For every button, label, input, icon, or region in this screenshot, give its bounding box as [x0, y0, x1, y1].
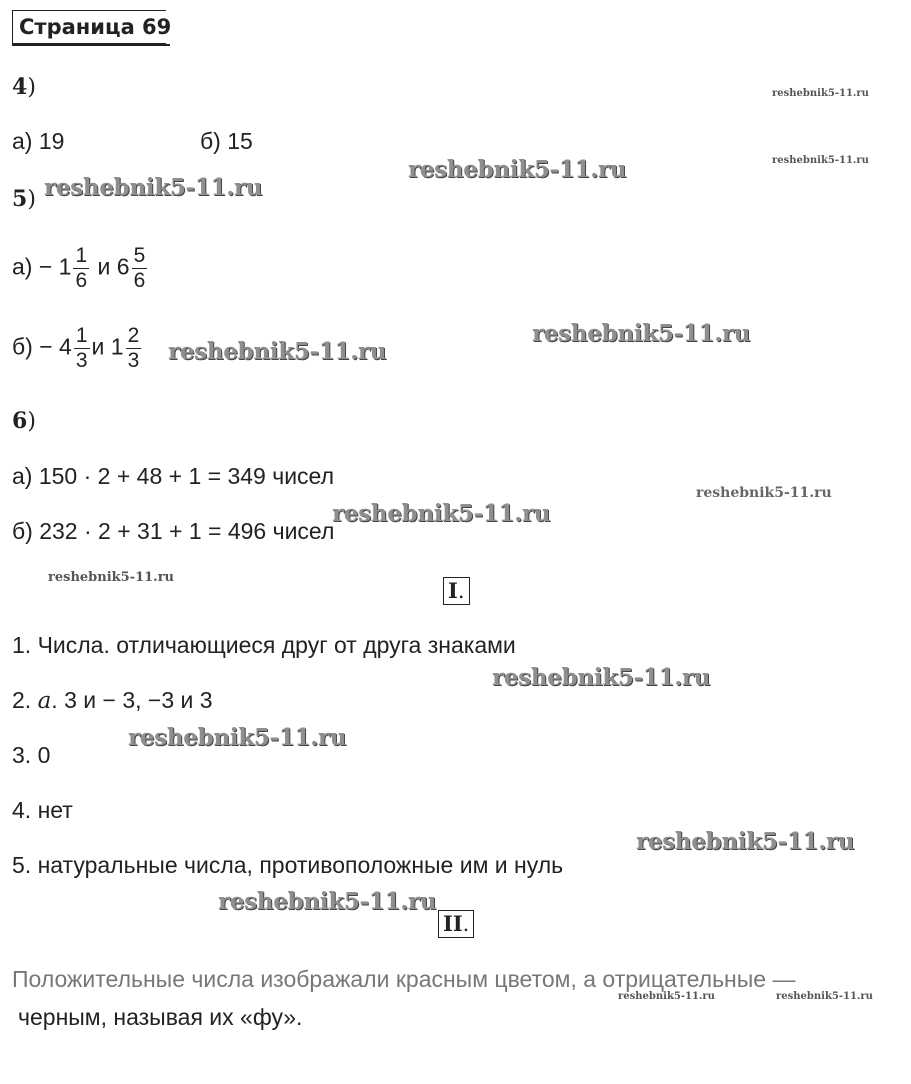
watermark: reshebnik5-11.ru: [44, 174, 263, 201]
watermark: reshebnik5-11.ru: [696, 485, 832, 501]
section-5-answer-b: б) − 4 $\frac{1}{3}$ и 1 $\frac{2}{3}$: [12, 324, 140, 372]
section-6-answer-a: а) 150 · 2 + 48 + 1 = 349 чисел: [12, 463, 334, 489]
fraction: $\frac{2}{3}$: [127, 324, 140, 372]
part-1-item-1: 1. Числа. отличающиеся друг от друга знаками: [12, 632, 516, 658]
watermark: reshebnik5-11.ru: [618, 991, 715, 1002]
section-6-label: 6): [12, 408, 36, 434]
part-1-item-3: 3. 0: [12, 742, 51, 768]
watermark: reshebnik5-11.ru: [218, 888, 437, 915]
watermark: reshebnik5-11.ru: [168, 338, 387, 365]
watermark: reshebnik5-11.ru: [492, 664, 711, 691]
title-underline: [12, 44, 170, 46]
part-1-item-4: 4. нет: [12, 797, 73, 823]
watermark: reshebnik5-11.ru: [772, 155, 869, 166]
watermark: reshebnik5-11.ru: [128, 724, 347, 751]
watermark: reshebnik5-11.ru: [48, 570, 175, 585]
section-5-label: 5): [12, 186, 36, 212]
watermark: reshebnik5-11.ru: [636, 828, 855, 855]
part-1-item-5: 5. натуральные числа, противоположные им и нуль: [12, 852, 564, 878]
part-1-item-2: 2. a. 3 и − 3, −3 и 3: [12, 687, 213, 714]
part-2-text-line-1: Положительные числа изображали красным цветом, а отрицательные —: [12, 966, 796, 992]
part-1-heading: I.: [443, 577, 470, 605]
section-4-label: 4): [12, 74, 36, 100]
part-2-heading: II.: [438, 910, 474, 938]
fraction: $\frac{1}{6}$: [75, 244, 88, 292]
watermark: reshebnik5-11.ru: [332, 500, 551, 527]
section-5-answer-a: а) − 1 $\frac{1}{6}$ и 6 $\frac{5}{6}$: [12, 244, 146, 292]
watermark: reshebnik5-11.ru: [772, 88, 869, 99]
watermark: reshebnik5-11.ru: [532, 320, 751, 347]
section-4-answer-b: б) 15: [200, 128, 253, 154]
fraction: $\frac{1}{3}$: [75, 324, 88, 372]
watermark: reshebnik5-11.ru: [776, 991, 873, 1002]
fraction: $\frac{5}{6}$: [133, 244, 146, 292]
part-2-text-line-2: черным, называя их «фу».: [18, 1004, 303, 1030]
section-6-answer-b: б) 232 · 2 + 31 + 1 = 496 чисел: [12, 518, 335, 544]
section-4-answer-a: а) 19: [12, 128, 65, 154]
page-title: Страница 69: [12, 10, 166, 44]
watermark: reshebnik5-11.ru: [408, 156, 627, 183]
